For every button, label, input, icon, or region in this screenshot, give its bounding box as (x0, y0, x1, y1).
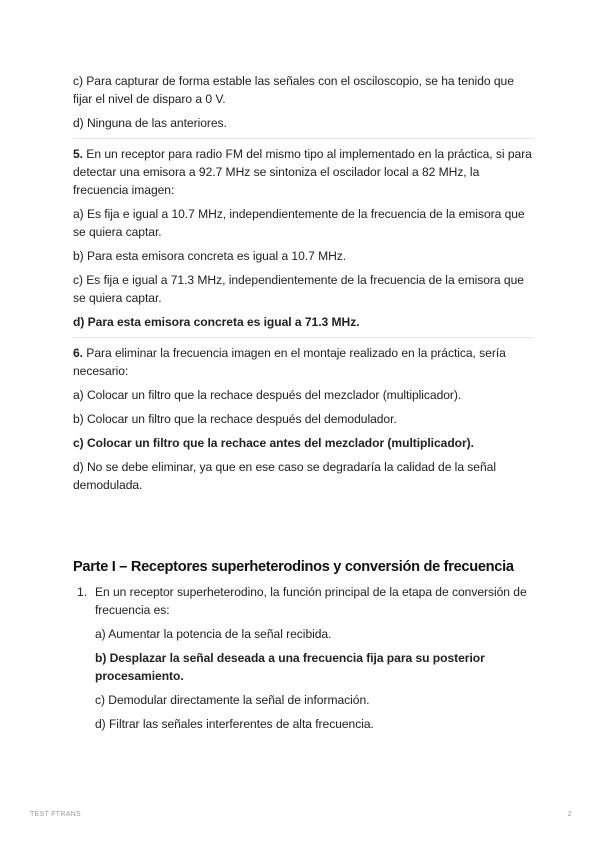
q4-option-d: d) Ninguna de las anteriores. (73, 116, 227, 130)
s1-q1-option-a: a) Aumentar la potencia de la señal recibida. (95, 627, 332, 641)
q5-option-a: a) Es fija e igual a 10.7 MHz, independientemente de la frecuencia de la emisora que se quiera captar. (73, 207, 525, 239)
s1-q1-option-d: d) Filtrar las señales interferentes de alta frecuencia. (95, 717, 374, 731)
q5-option-b: b) Para esta emisora concreta es igual a 10.7 MHz. (73, 249, 347, 263)
q4-option-c: c) Para capturar de forma estable las señales con el osciloscopio, se ha tenido que fijar el nivel de disparo a 0 V. (73, 74, 514, 106)
q6-question (73, 344, 533, 380)
section-title: Parte I – Receptores superheterodinos y conversión de frecuencia (73, 559, 514, 575)
q5-number: 5. (73, 147, 83, 161)
s1-q1-option-b-correct: b) Desplazar la señal deseada a una frecuencia fija para su posterior procesamiento. (95, 651, 485, 683)
q6-number: 6. (73, 346, 83, 360)
q5-question (73, 145, 533, 199)
q5-option-d-correct: d) Para esta emisora concreta es igual a 71.3 MHz. (73, 315, 360, 329)
section-question-list (73, 583, 533, 733)
s1-q1-option-c: c) Demodular directamente la señal de información. (95, 693, 370, 707)
q5-option-c: c) Es fija e igual a 71.3 MHz, independientemente de la frecuencia de la emisora que se quiera captar. (73, 273, 524, 305)
q6-text: Para eliminar la frecuencia imagen en el montaje realizado en la práctica, sería necesario: (73, 346, 506, 378)
page-content (73, 72, 533, 739)
s1-q1-number: 1. (77, 585, 88, 599)
footer-doc-title: TEST FTRANS (30, 811, 82, 818)
q6-option-d: d) No se debe eliminar, ya que en ese caso se degradaría la calidad de la señal demodulada. (73, 460, 496, 492)
q6-option-b: b) Colocar un filtro que la rechace después del demodulador. (73, 412, 397, 426)
footer-page-number: 2 (567, 811, 572, 818)
divider (73, 138, 533, 139)
q6-option-a: a) Colocar un filtro que la rechace después del mezclador (multiplicador). (73, 388, 462, 402)
list-item (73, 583, 533, 733)
q5-text: En un receptor para radio FM del mismo tipo al implementado en la práctica, si para detectar una emisora a 92.7 MHz se sintoniza el oscilador local a 82 MHz, la frecuencia imagen: (73, 147, 532, 197)
divider (73, 337, 533, 338)
s1-q1-text: En un receptor superheterodino, la función principal de la etapa de conversión de frecuencia es: (95, 585, 527, 617)
q6-option-c-correct: c) Colocar un filtro que la rechace antes del mezclador (multiplicador). (73, 436, 474, 450)
